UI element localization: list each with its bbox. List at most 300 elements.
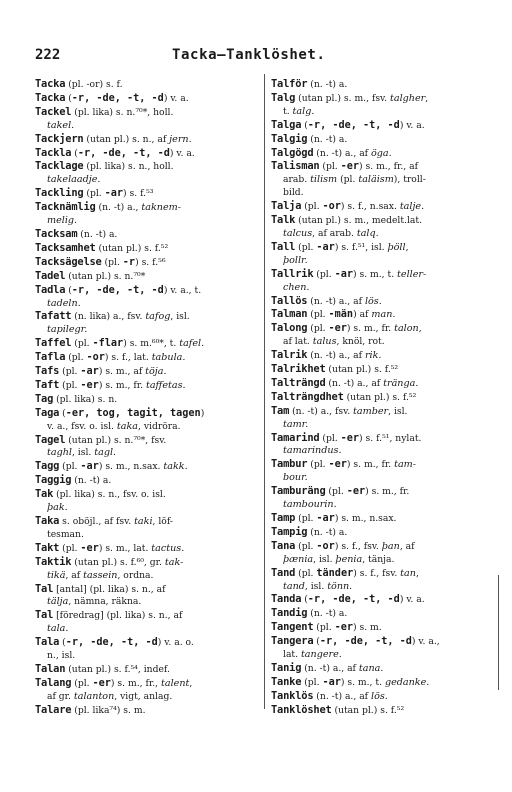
- etymon: tan: [400, 567, 416, 579]
- definition-text: ) s. m., fr.: [98, 379, 146, 391]
- inflection: -r, -de, -t, -d: [65, 637, 158, 649]
- definition-text: af lat.: [283, 336, 313, 348]
- headword: Tagel: [35, 433, 66, 446]
- definition-text: , knöl, rot.: [336, 336, 385, 348]
- inflection: -er: [328, 459, 347, 471]
- column-divider: [264, 74, 265, 709]
- inflection: -er: [340, 161, 360, 173]
- definition-text: ) s. f., fsv.: [353, 567, 401, 579]
- dictionary-entry: [35, 365, 257, 379]
- headword: Tackel: [35, 105, 72, 118]
- definition-text: (n. -t) a.: [71, 475, 112, 487]
- definition-text: (: [59, 637, 66, 649]
- inflection: -ar: [104, 188, 124, 200]
- dictionary-entry: [35, 284, 257, 298]
- etymon: þöll: [387, 241, 406, 253]
- etymon: chen.: [283, 281, 310, 293]
- headword: Taggig: [35, 474, 72, 487]
- etymon: man.: [371, 309, 396, 321]
- definition-text: ) s. m., t.: [340, 676, 385, 688]
- definition-text: ,: [189, 677, 193, 689]
- headword: Talträngdhet: [271, 390, 344, 403]
- definition-text: , isl.: [170, 311, 190, 323]
- dictionary-entry: [271, 92, 493, 106]
- entry-continuation: [35, 570, 257, 583]
- margin-mark: [498, 575, 499, 690]
- dictionary-entry: [35, 583, 257, 597]
- headword: Talisman: [271, 160, 320, 173]
- definition-text: (n. -t) a., af: [307, 295, 365, 307]
- entry-continuation: [271, 187, 493, 200]
- definition-text: (n. -t) a., af: [307, 350, 365, 362]
- definition-text: (utan pl.) s. m., medelt.lat.: [295, 215, 422, 227]
- headword: Tacknämlig: [35, 201, 96, 214]
- definition-text: ,: [418, 323, 422, 335]
- etymon: tamarindus.: [283, 445, 342, 457]
- definition-text: (pl. lika) s. n.: [53, 393, 118, 405]
- headword: Tacka: [35, 78, 66, 90]
- dictionary-entry: [271, 268, 493, 282]
- definition-text: (n. -t) a., af: [313, 147, 371, 159]
- definition-text: (pl.: [307, 309, 329, 321]
- headword: Tandig: [271, 607, 308, 620]
- etymon: tälja: [47, 596, 69, 608]
- definition-text: (n. -t) a., af: [301, 662, 359, 674]
- dictionary-entry: [271, 200, 493, 214]
- dictionary-entry: [271, 147, 493, 161]
- etymon: talus: [312, 336, 337, 348]
- headword: Tal: [35, 582, 54, 595]
- etymon: talcus: [283, 227, 313, 239]
- headword: Tam: [271, 404, 290, 417]
- definition-text: (: [301, 594, 308, 606]
- definition-text: , ordna.: [117, 569, 154, 581]
- dictionary-entry: [271, 540, 493, 554]
- entry-continuation: [35, 421, 257, 434]
- etymon: þan: [381, 540, 400, 552]
- inflection: -er: [92, 677, 111, 689]
- headword: Tangent: [271, 621, 314, 634]
- etymon: þenia: [335, 553, 363, 565]
- definition-text: ) v. a.: [399, 594, 425, 606]
- headword: Tampig: [271, 525, 308, 538]
- etymon: tagl.: [94, 447, 117, 459]
- entry-continuation: [35, 529, 257, 542]
- headword: Tala: [35, 636, 60, 649]
- dictionary-entry: [35, 310, 257, 324]
- headword: Tacklage: [35, 160, 84, 173]
- etymon: takelaadje.: [47, 174, 101, 186]
- headword: Tanklöshet: [271, 703, 332, 716]
- dictionary-entry: [35, 256, 257, 270]
- definition-text: (pl.: [65, 352, 87, 364]
- dictionary-entry: [35, 474, 257, 488]
- dictionary-entry: [35, 133, 257, 147]
- definition-text: bild.: [283, 187, 304, 199]
- dictionary-entry: [35, 515, 257, 529]
- definition-text: (: [71, 147, 78, 159]
- dictionary-entry: [35, 407, 257, 421]
- inflection: -ar: [334, 268, 353, 280]
- definition-text: [föredrag] (pl. lika) s. n., af: [53, 610, 183, 622]
- entry-continuation: [271, 554, 493, 567]
- etymon: tikä: [47, 569, 66, 581]
- page-header: [0, 47, 512, 67]
- etymon: bour.: [283, 472, 308, 484]
- definition-text: (: [65, 284, 72, 296]
- headword: Talga: [271, 118, 302, 131]
- right-column: [271, 78, 493, 718]
- definition-text: , tänja.: [362, 553, 395, 565]
- dictionary-entry: [35, 242, 257, 256]
- headword: Tanklös: [271, 689, 314, 702]
- dictionary-entry: [35, 677, 257, 691]
- etymon: talanton: [73, 690, 115, 702]
- definition-text: (utan pl.) s. n.⁷⁰*, fsv.: [65, 434, 167, 446]
- headword: Taga: [35, 406, 60, 419]
- etymon: jern.: [169, 133, 192, 145]
- definition-text: , isl.: [304, 580, 328, 592]
- etymon: tafog: [145, 311, 171, 323]
- dictionary-entry: [271, 432, 493, 446]
- dictionary-entry: [35, 488, 257, 502]
- entry-continuation: [35, 596, 257, 609]
- entry-continuation: [271, 472, 493, 485]
- definition-text: (n. -t) a.: [307, 608, 348, 620]
- headword: Tanda: [271, 593, 302, 606]
- entry-continuation: [35, 650, 257, 663]
- definition-text: ) v. a., t.: [163, 284, 202, 296]
- definition-text: ) s. m., fr.: [346, 459, 395, 471]
- definition-text: ,: [425, 92, 429, 104]
- entry-continuation: [271, 581, 493, 594]
- definition-text: (pl.: [307, 323, 329, 335]
- headword: Talrikhet: [271, 363, 326, 376]
- dictionary-entry: [271, 241, 493, 255]
- definition-text: (utan pl.) s. f.⁵²: [325, 364, 399, 376]
- definition-text: (pl.: [301, 201, 323, 213]
- inflection: -ar: [80, 366, 99, 378]
- inflection: -er: [328, 323, 347, 335]
- headword: Talträngd: [271, 376, 326, 389]
- dictionary-entry: [271, 676, 493, 690]
- dictionary-entry: [35, 147, 257, 161]
- entry-continuation: [271, 336, 493, 349]
- dictionary-entry: [271, 78, 493, 92]
- definition-text: ) s. m., af: [98, 366, 146, 378]
- definition-text: (pl. lika) s. n., holl.: [83, 161, 174, 173]
- headword: Tackla: [35, 146, 72, 159]
- etymon: talq.: [356, 227, 379, 239]
- etymon: tönn.: [327, 580, 353, 592]
- entry-continuation: [35, 324, 257, 337]
- definition-text: (n. -t) a.: [307, 133, 348, 145]
- definition-text: (n. -t) a.: [77, 228, 118, 240]
- definition-text: af gr.: [47, 690, 74, 702]
- etymon: lös.: [371, 690, 388, 702]
- definition-text: (pl.: [313, 622, 335, 634]
- entry-continuation: [271, 255, 493, 268]
- etymon: tilism: [310, 174, 338, 186]
- definition-text: (pl.: [71, 338, 93, 350]
- definition-text: (: [313, 636, 320, 648]
- headword: Talang: [35, 676, 72, 689]
- dictionary-entry: [271, 690, 493, 704]
- definition-text: (pl.: [325, 486, 347, 498]
- definition-text: (n. -t) a., af: [325, 377, 384, 389]
- headword: Tafla: [35, 351, 66, 364]
- etymon: talje.: [399, 201, 425, 213]
- headword: Talan: [35, 662, 66, 675]
- definition-text: ) v. a.,: [411, 636, 440, 648]
- headword: Tafatt: [35, 310, 72, 323]
- definition-text: (utan pl.) s. m., fsv.: [295, 92, 390, 104]
- etymon: talent: [161, 677, 190, 689]
- inflection: -ar: [80, 461, 99, 473]
- etymon: rik.: [364, 350, 382, 362]
- dictionary-entry: [271, 621, 493, 635]
- definition-text: , isl.: [313, 553, 336, 565]
- definition-text: (pl.: [337, 174, 359, 186]
- headword: Tackling: [35, 187, 84, 200]
- definition-text: ) s. m., fr.: [365, 486, 410, 498]
- definition-text: (pl.: [319, 432, 341, 444]
- headword: Tacka: [35, 91, 66, 104]
- dictionary-entry: [35, 704, 257, 718]
- headword: Tag: [35, 392, 54, 405]
- dictionary-entry: [35, 337, 257, 351]
- entry-continuation: [35, 623, 257, 636]
- dictionary-entry: [271, 119, 493, 133]
- headword: Talg: [271, 91, 296, 104]
- headword: Talk: [271, 214, 296, 227]
- definition-text: ) s. f.⁵¹, isl.: [334, 241, 388, 253]
- etymon: takel.: [47, 119, 75, 131]
- definition-text: ) s. m.: [352, 622, 382, 634]
- definition-text: v. a., fsv. o. isl.: [47, 420, 117, 432]
- entry-continuation: [271, 445, 493, 458]
- definition-text: (utan pl.) s. f.⁵⁴, indef.: [65, 663, 170, 675]
- headword: Tacksamhet: [35, 241, 96, 254]
- definition-text: , af arab.: [312, 227, 357, 239]
- inflection: -er: [80, 379, 99, 391]
- headword: Tallös: [271, 294, 308, 307]
- inflection: -r, -de, -t, -d: [307, 594, 400, 606]
- etymon: tactus.: [151, 542, 185, 554]
- definition-text: ) s. f., fsv.: [334, 540, 382, 552]
- dictionary-entry: [35, 393, 257, 407]
- entry-continuation: [271, 499, 493, 512]
- definition-text: (: [65, 92, 72, 104]
- left-column: [35, 78, 257, 718]
- definition-text: (: [301, 119, 308, 131]
- inflection: -r: [122, 256, 136, 268]
- definition-text: s. oböjl., af fsv.: [59, 516, 135, 527]
- etymon: tabula.: [151, 352, 186, 364]
- definition-text: (pl.: [301, 676, 323, 688]
- dictionary-entry: [35, 542, 257, 556]
- definition-text: (pl.: [319, 161, 341, 173]
- definition-text: (n. -t) a., af: [313, 690, 371, 702]
- inflection: tänder: [316, 567, 354, 579]
- dictionary-entry: [271, 363, 493, 377]
- definition-text: [antal] (pl. lika) s. n., af: [53, 583, 166, 595]
- dictionary-entry: [271, 567, 493, 581]
- etymon: tapilegr.: [47, 324, 88, 336]
- definition-text: (utan pl.) s. f.⁵²: [331, 704, 405, 716]
- headword: Tamp: [271, 512, 296, 524]
- definition-text: (utan pl.) s. f.⁵²: [343, 391, 417, 403]
- headword: Taffel: [35, 337, 72, 350]
- headword: Tallrik: [271, 267, 314, 280]
- entry-continuation: [271, 649, 493, 662]
- etymon: tadeln.: [47, 297, 81, 309]
- inflection: -er: [334, 622, 353, 634]
- headword: Taka: [35, 515, 60, 527]
- dictionary-entry: [35, 663, 257, 677]
- definition-text: (pl.: [59, 461, 81, 473]
- definition-text: ) s. f.⁵⁶: [135, 256, 166, 268]
- definition-text: (pl.: [83, 188, 105, 200]
- headword: Talare: [35, 703, 72, 716]
- definition-text: (pl.: [295, 567, 317, 579]
- dictionary-entry: [35, 201, 257, 215]
- entry-continuation: [35, 691, 257, 704]
- headword: Talrik: [271, 349, 308, 362]
- dictionary-entry: [271, 458, 493, 472]
- definition-text: ) s. m.⁶⁰*, t.: [123, 338, 180, 350]
- inflection: -män: [328, 309, 354, 321]
- definition-text: (pl.: [59, 366, 81, 378]
- entry-continuation: [35, 447, 257, 460]
- definition-text: ) s. m., n.sax.: [98, 461, 164, 473]
- etymon: þak.: [47, 502, 68, 514]
- inflection: -r, -de, -t, -d: [319, 636, 412, 648]
- definition-text: arab.: [283, 174, 311, 186]
- headword: Talong: [271, 322, 308, 335]
- definition-text: (utan pl.) s. f.⁵²: [95, 242, 169, 254]
- definition-text: ) v. a.: [169, 147, 195, 159]
- headword: Talman: [271, 308, 308, 321]
- headword: Tackjern: [35, 132, 84, 145]
- entry-continuation: [271, 282, 493, 295]
- headword: Tak: [35, 488, 54, 501]
- definition-text: ) s. f., lat.: [104, 352, 152, 364]
- definition-text: (utan pl.) s. n.⁷⁰*: [65, 270, 146, 282]
- dictionary-entry: [271, 349, 493, 363]
- etymon: taki: [134, 516, 153, 527]
- dictionary-entry: [271, 391, 493, 405]
- dictionary-entry: [271, 512, 493, 526]
- definition-text: (pl.: [71, 677, 93, 689]
- inflection: -r, -de, -t, -d: [77, 147, 170, 159]
- definition-text: (utan pl.) s. n., af: [83, 133, 170, 145]
- etymon: tangere.: [300, 649, 342, 661]
- etymon: taläism: [358, 174, 394, 186]
- definition-text: , vigt, anlag.: [114, 690, 173, 702]
- dictionary-entry: [271, 308, 493, 322]
- etymon: tamber: [353, 405, 389, 417]
- dictionary-entry: [271, 214, 493, 228]
- etymon: melig.: [47, 215, 78, 227]
- dictionary-entry: [271, 405, 493, 419]
- headword: Tambur: [271, 458, 308, 471]
- entry-continuation: [35, 502, 257, 515]
- dictionary-entry: [35, 160, 257, 174]
- dictionary-entry: [35, 228, 257, 242]
- etymon: teller-: [397, 268, 427, 280]
- etymon: tand: [283, 580, 305, 592]
- dictionary-entry: [271, 635, 493, 649]
- entry-continuation: [271, 228, 493, 241]
- definition-text: ) s. f., n.sax.: [340, 201, 400, 213]
- definition-text: (pl.: [295, 540, 317, 552]
- definition-text: (pl. -or) s. f.: [65, 79, 123, 90]
- dictionary-entry: [35, 379, 257, 393]
- definition-text: (pl.: [59, 542, 81, 554]
- definition-text: , nämna, räkna.: [68, 596, 142, 608]
- definition-text: (pl.: [313, 268, 335, 280]
- definition-text: (pl.: [295, 513, 317, 524]
- entry-continuation: [271, 106, 493, 119]
- definition-text: tesman.: [47, 528, 84, 540]
- etymon: tambourin.: [283, 499, 337, 511]
- etymon: tam-: [394, 459, 417, 471]
- headword: Tacksägelse: [35, 255, 102, 268]
- headword: Tagg: [35, 460, 60, 473]
- definition-text: ) af: [353, 309, 372, 321]
- inflection: -r, -de, -t, -d: [71, 284, 164, 296]
- definition-text: , isl.: [388, 405, 408, 417]
- definition-text: ), troll-: [393, 174, 426, 186]
- entry-continuation: [35, 215, 257, 228]
- etymon: taka: [116, 420, 138, 432]
- inflection: -ar: [322, 676, 341, 688]
- inflection: -flar: [92, 338, 124, 350]
- entry-continuation: [35, 120, 257, 133]
- inflection: -er: [346, 486, 366, 498]
- definition-text: (n. -t) a., fsv.: [289, 405, 354, 417]
- definition-text: ) v. a.: [163, 92, 189, 104]
- dictionary-entry: [271, 322, 493, 336]
- etymon: tamr.: [283, 418, 309, 430]
- dictionary-entry: [271, 133, 493, 147]
- definition-text: (pl.: [59, 379, 81, 391]
- etymon: þænia: [283, 553, 314, 565]
- definition-text: t.: [283, 105, 293, 117]
- headword: Talgögd: [271, 146, 314, 159]
- etymon: tassein: [83, 569, 118, 581]
- etymon: lös.: [364, 295, 382, 307]
- etymon: öga.: [371, 147, 392, 159]
- definition-text: , vidröra.: [138, 420, 181, 432]
- definition-text: ) s. f.⁵¹, nylat.: [359, 432, 422, 444]
- definition-text: , löf-: [152, 516, 174, 527]
- definition-text: , af: [399, 540, 415, 552]
- headword: Tangera: [271, 635, 314, 648]
- dictionary-entry: [35, 460, 257, 474]
- definition-text: ) s. m., fr.,: [110, 677, 161, 689]
- etymon: tränga.: [383, 377, 419, 389]
- definition-text: ) v. a.: [399, 119, 425, 131]
- definition-text: ): [200, 407, 205, 419]
- dictionary-entry: [271, 662, 493, 676]
- etymon: tala.: [47, 623, 69, 635]
- headword: Tand: [271, 566, 296, 579]
- dictionary-entry: [271, 160, 493, 174]
- definition-text: lat.: [283, 649, 301, 661]
- dictionary-entry: [35, 92, 257, 106]
